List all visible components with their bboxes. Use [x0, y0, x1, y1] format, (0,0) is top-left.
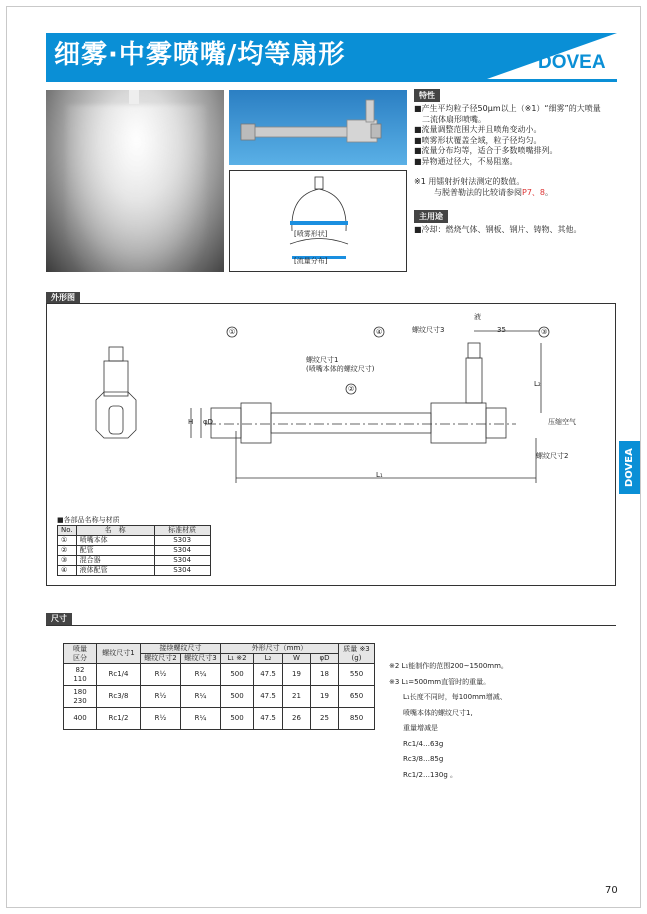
cell-mass: 850	[339, 708, 375, 730]
note-line: ※3 L₁=500mm直管时的重量。	[389, 677, 491, 686]
cell-L1: 500	[221, 686, 254, 708]
spray-shape-label: [喷雾形状]	[294, 230, 328, 238]
feature-item: 二流体扇形喷嘴。	[414, 114, 486, 124]
cell-D: 19	[311, 686, 339, 708]
note-2	[414, 188, 553, 199]
thread3-label: 螺纹尺寸3	[412, 326, 445, 334]
title-underline	[46, 79, 617, 82]
cell-flow: 400	[64, 708, 97, 730]
cell-flow: 180 230	[64, 686, 97, 708]
note-1: ※1 用镭射折射法测定的数值。	[414, 177, 525, 186]
cell-thread1: Rc1/4	[97, 664, 141, 686]
part-name: 喷嘴本体	[76, 536, 154, 546]
thread2-label: 螺纹尺寸2	[536, 452, 569, 460]
side-tab-label: DOVEA	[624, 448, 635, 487]
phiD-label: φD	[203, 418, 214, 426]
note-line: Rc1/4…63g	[389, 739, 444, 748]
col-outer: 外形尺寸（mm）	[221, 644, 339, 654]
table-row	[58, 536, 211, 546]
usage-tag: 主用途	[414, 210, 448, 223]
feature-item: ■异物通过径大，不易阻塞。	[414, 156, 518, 166]
parts-table	[57, 525, 211, 576]
page-title: 细雾·中雾喷嘴/均等扇形	[54, 40, 346, 70]
part-material: S304	[154, 566, 210, 576]
dim-35-label: 35	[497, 326, 506, 334]
callout-3: ③	[541, 328, 548, 336]
feature-item: ■喷雾形状覆盖全域，粒子径均匀。	[414, 135, 542, 145]
cell-W: 26	[283, 708, 311, 730]
cell-W: 19	[283, 664, 311, 686]
liquid-label: 液	[474, 313, 481, 321]
usage-text: ■冷却：燃烧气体、钢板、钢片、铸物、其他。	[414, 225, 582, 234]
features-list	[414, 104, 601, 167]
page-ref-link[interactable]: P7、8	[522, 187, 546, 197]
parts-header: 名 称	[76, 526, 154, 536]
note-line: L₁长度不同时，每100mm增减、	[389, 693, 507, 701]
col-thread3: 螺纹尺寸3	[181, 654, 221, 664]
parts-header: 标准材质	[154, 526, 210, 536]
table-row	[58, 566, 211, 576]
callout-2: ②	[348, 385, 355, 393]
part-no: ④	[58, 566, 77, 576]
dims-rule	[46, 625, 616, 626]
brand-logo: DOVEA	[538, 52, 606, 73]
cell-thread3: R¼	[181, 708, 221, 730]
cell-L2: 47.5	[254, 686, 283, 708]
cell-thread2: R½	[141, 686, 181, 708]
product-photo	[229, 90, 407, 165]
table-row	[58, 556, 211, 566]
cell-flow: 82 110	[64, 664, 97, 686]
col-thread1: 螺纹尺寸1	[97, 644, 141, 664]
cell-L2: 47.5	[254, 708, 283, 730]
thread1-note: (喷嘴本体的螺纹尺寸)	[306, 365, 375, 373]
col-thread2: 螺纹尺寸2	[141, 654, 181, 664]
parts-header: No.	[58, 526, 77, 536]
cell-thread3: R¼	[181, 686, 221, 708]
table-row	[64, 686, 375, 708]
part-no: ③	[58, 556, 77, 566]
feature-item: ■流量分布均等，适合于多数喷嘴排列。	[414, 146, 558, 155]
L2-label: L₂	[534, 380, 541, 388]
col-phiD: φD	[311, 654, 339, 664]
parts-caption: ■各部品名称与材质	[57, 516, 120, 524]
part-name: 配管	[76, 546, 154, 556]
note-line: 重量增减是	[389, 724, 438, 732]
cell-L1: 500	[221, 664, 254, 686]
dims-table	[63, 643, 375, 730]
cell-W: 21	[283, 686, 311, 708]
dims-notes	[389, 659, 508, 783]
H-label: H	[188, 418, 194, 426]
feature-item: ■产生平均粒子径50μm以上（※1）“细雾”的大喷量	[414, 104, 601, 113]
cell-thread1: Rc1/2	[97, 708, 141, 730]
page-number: 70	[605, 885, 618, 896]
part-material: S304	[154, 556, 210, 566]
callout-1: ①	[229, 328, 236, 336]
outline-tag: 外形图	[46, 292, 80, 304]
note-line: 喷嘴本体的螺纹尺寸1,	[389, 708, 473, 717]
cell-thread3: R¼	[181, 664, 221, 686]
dims-tag: 尺寸	[46, 613, 72, 625]
cell-thread2: R½	[141, 708, 181, 730]
cell-L1: 500	[221, 708, 254, 730]
note-line: Rc3/8…85g	[389, 755, 444, 763]
note-line: Rc1/2…130g 。	[389, 770, 458, 779]
cell-D: 18	[311, 664, 339, 686]
measurement-note	[414, 177, 553, 198]
cell-mass: 550	[339, 664, 375, 686]
col-L2: L₂	[254, 654, 283, 664]
flow-dist-label: [流量分布]	[294, 257, 328, 265]
cell-thread2: R½	[141, 664, 181, 686]
cell-thread1: Rc3/8	[97, 686, 141, 708]
col-flow: 喷量 区分	[64, 644, 97, 664]
thread1-label: 螺纹尺寸1	[306, 356, 339, 364]
table-row	[58, 546, 211, 556]
part-no: ①	[58, 536, 77, 546]
note-2-suffix: 。	[545, 187, 554, 197]
table-row	[64, 664, 375, 686]
part-material: S304	[154, 546, 210, 556]
spray-photo	[46, 90, 224, 272]
cell-D: 25	[311, 708, 339, 730]
col-connect: 接续螺纹尺寸	[141, 644, 221, 654]
note-line: ※2 L₁能制作的范围200~1500mm。	[389, 662, 508, 670]
col-L1: L₁ ※2	[221, 654, 254, 664]
part-no: ②	[58, 546, 77, 556]
col-W: W	[283, 654, 311, 664]
cell-mass: 650	[339, 686, 375, 708]
cell-L2: 47.5	[254, 664, 283, 686]
part-name: 混合器	[76, 556, 154, 566]
air-label: 压缩空气	[548, 418, 576, 426]
callout-4: ④	[376, 328, 383, 336]
part-name: 液体配管	[76, 566, 154, 576]
table-row	[64, 708, 375, 730]
col-mass: 质量 ※3 (g)	[339, 644, 375, 664]
L1-label: L₁	[376, 471, 383, 479]
features-tag: 特性	[414, 89, 440, 102]
note-2-text: 与脱普勒法的比较请参阅	[434, 187, 522, 197]
feature-item: ■流量调整范围大并且喷角变动小。	[414, 125, 542, 134]
part-material: S303	[154, 536, 210, 546]
